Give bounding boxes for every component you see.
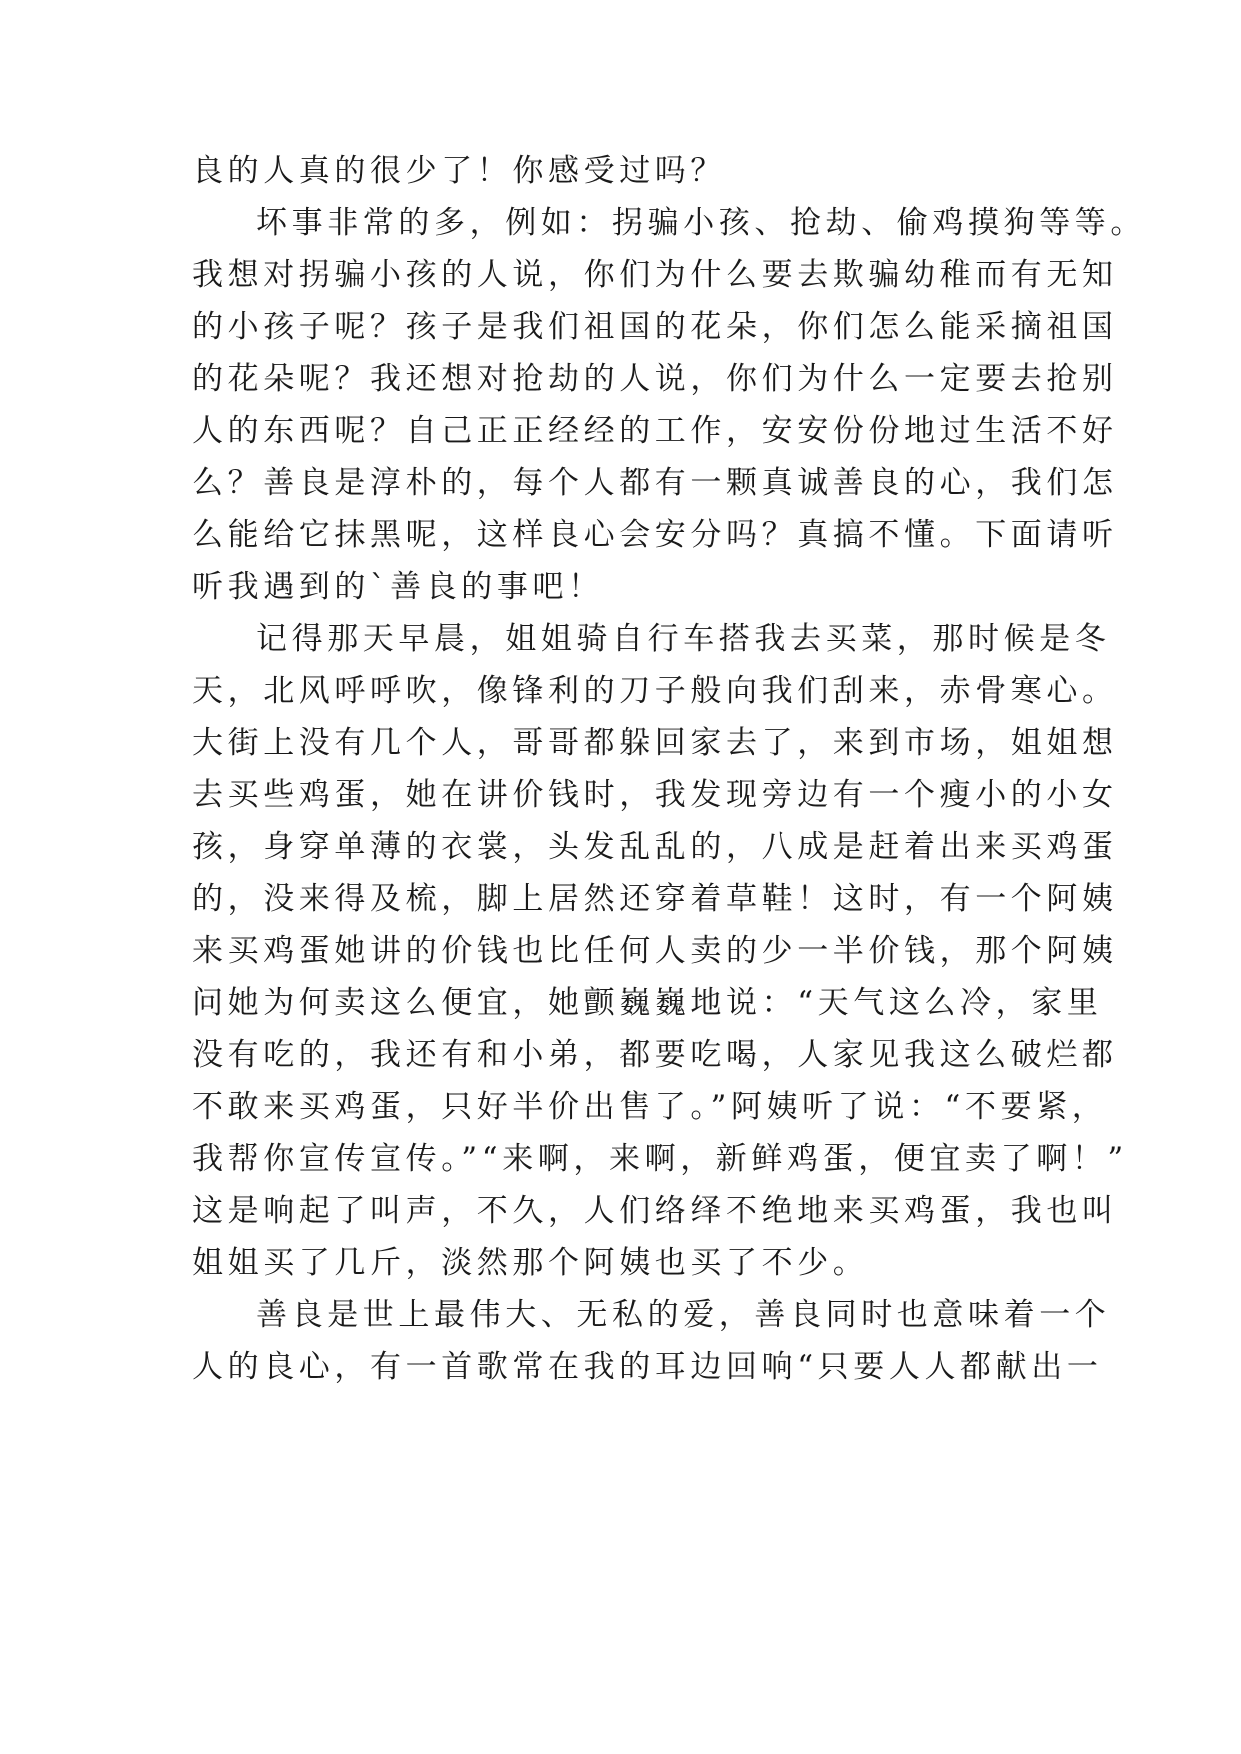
text-line: 听我遇到的`善良的事吧！ — [192, 569, 604, 605]
text-line: 的小孩子呢？孩子是我们祖国的花朵，你们怎么能采摘祖国 — [192, 309, 1118, 345]
paragraph-first-line: 记得那天早晨，姐姐骑自行车搭我去买菜，那时候是冬 — [256, 621, 1111, 657]
text-line: 人的东西呢？自己正正经经的工作，安安份份地过生活不好 — [192, 413, 1118, 449]
text-line: 我帮你宣传宣传。”“来啊，来啊，新鲜鸡蛋，便宜卖了啊！” — [192, 1141, 1128, 1177]
text-line: 人的良心，有一首歌常在我的耳边回响“只要人人都献出一 — [192, 1349, 1103, 1385]
text-line: 孩，身穿单薄的衣裳，头发乱乱的，八成是赶着出来买鸡蛋 — [192, 829, 1118, 865]
text-line: 没有吃的，我还有和小弟，都要吃喝，人家见我这么破烂都 — [192, 1037, 1118, 1073]
paragraph-first-line: 善良是世上最伟大、无私的爱，善良同时也意味着一个 — [256, 1297, 1111, 1333]
text-line: 我想对拐骗小孩的人说，你们为什么要去欺骗幼稚而有无知 — [192, 257, 1118, 293]
text-line: 去买些鸡蛋，她在讲价钱时，我发现旁边有一个瘦小的小女 — [192, 777, 1118, 813]
text-line: 的花朵呢？我还想对抢劫的人说，你们为什么一定要去抢别 — [192, 361, 1118, 397]
text-line: 不敢来买鸡蛋，只好半价出售了。”阿姨听了说：“不要紧， — [192, 1089, 1108, 1125]
text-line: 良的人真的很少了！你感受过吗？ — [192, 153, 726, 189]
text-line: 来买鸡蛋她讲的价钱也比任何人卖的少一半价钱，那个阿姨 — [192, 933, 1118, 969]
text-line: 姐姐买了几斤，淡然那个阿姨也买了不少。 — [192, 1245, 869, 1281]
text-line: 问她为何卖这么便宜，她颤巍巍地说：“天气这么冷，家里 — [192, 985, 1103, 1021]
text-line: 么能给它抹黑呢，这样良心会安分吗？真搞不懂。下面请听 — [192, 517, 1118, 553]
text-line: 这是响起了叫声，不久，人们络绎不绝地来买鸡蛋，我也叫 — [192, 1193, 1118, 1229]
paragraph-first-line: 坏事非常的多，例如：拐骗小孩、抢劫、偷鸡摸狗等等。 — [256, 205, 1146, 241]
text-line: 的，没来得及梳，脚上居然还穿着草鞋！这时，有一个阿姨 — [192, 881, 1118, 917]
text-line: 天，北风呼呼吹，像锋利的刀子般向我们刮来，赤骨寒心。 — [192, 673, 1118, 709]
text-line: 大街上没有几个人，哥哥都躲回家去了，来到市场，姐姐想 — [192, 725, 1118, 761]
text-line: 么？善良是淳朴的，每个人都有一颗真诚善良的心，我们怎 — [192, 465, 1118, 501]
